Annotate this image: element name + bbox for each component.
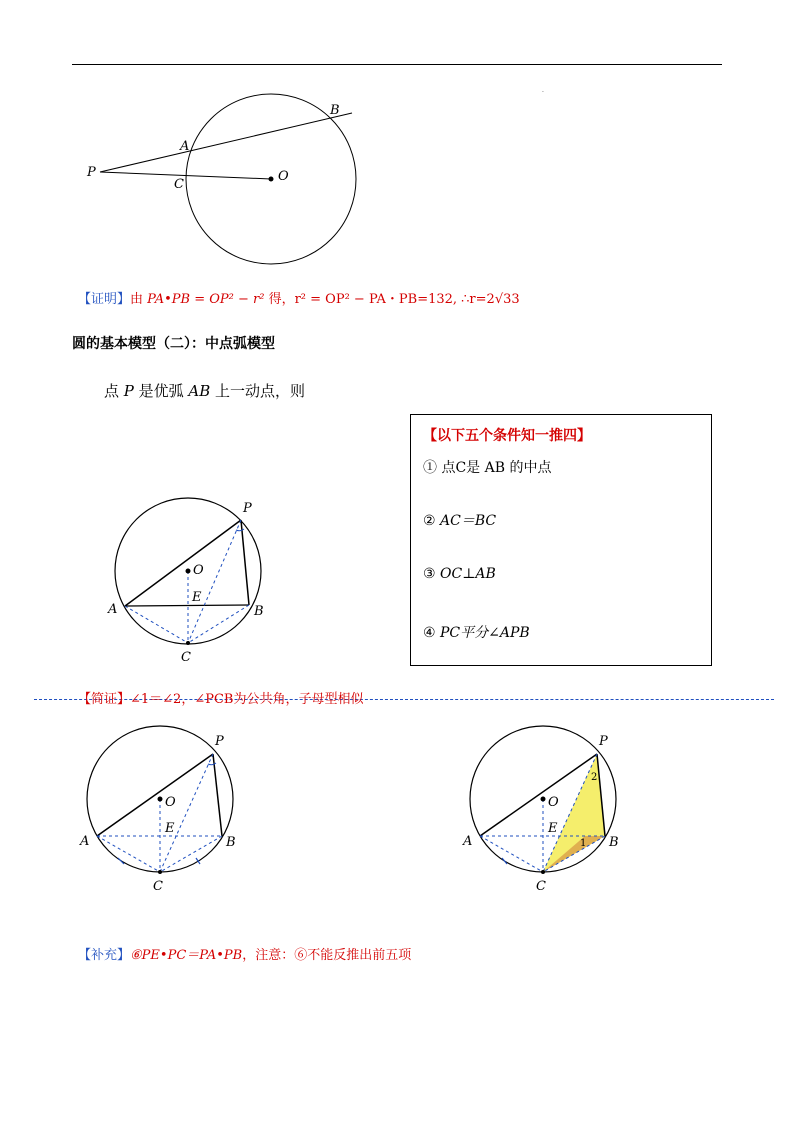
label-E2: E [192, 590, 202, 605]
proof-result: 2√33 [486, 292, 520, 307]
svg-text:.: . [542, 87, 544, 94]
angle-label-1: 1 [580, 838, 587, 849]
label-C2: C [181, 650, 191, 665]
label-E4: E [548, 821, 558, 836]
label-A2: A [108, 602, 118, 617]
label-B4: B [609, 835, 619, 850]
intro-text: 点 P 是优弧 AB 上一动点，则 [104, 382, 306, 400]
proof-formula: PA•PB = OP² − r² [147, 292, 265, 307]
label-A4: A [463, 834, 473, 849]
label-B3: B [226, 835, 236, 850]
supplement-formula: ⑥PE•PC＝PA•PB [130, 948, 243, 963]
label-O: O [278, 169, 289, 184]
label-C4: C [536, 879, 546, 894]
condition-1: ① 点C是 AB 的中点 [423, 460, 552, 476]
label-B2: B [254, 604, 264, 619]
proof-bracket: 【证明】 [78, 292, 131, 307]
condition-2: ② AC＝BC [423, 513, 497, 529]
label-P3: P [215, 734, 224, 749]
label-O2: O [193, 563, 204, 578]
brief-proof: 【简证】∠1＝∠2，∠PCB为公共角，子母型相似 [78, 692, 364, 707]
label-P: P [87, 165, 96, 180]
label-O4: O [548, 795, 559, 810]
label-E3: E [165, 821, 175, 836]
proof-lead: 由 [130, 292, 144, 307]
condition-4: ④ PC平分∠APB [423, 625, 530, 641]
condition-3: ③ OC⊥AB [423, 566, 496, 582]
section-heading: 圆的基本模型（二）：中点弧模型 [72, 336, 275, 352]
proof-mid: 得，r² = OP² − PA・PB=132, ∴r= [268, 292, 487, 307]
angle-label-2: 2 [591, 772, 598, 783]
label-B: B [330, 103, 340, 118]
supplement-line [78, 944, 411, 963]
conditions-title: 【以下五个条件知一推四】 [423, 428, 591, 444]
label-A: A [180, 139, 190, 154]
supplement-note: ，注意：⑥不能反推出前五项 [242, 948, 412, 963]
supplement-bracket: 【补充】 [78, 948, 131, 963]
label-P4: P [599, 734, 608, 749]
label-P2: P [243, 501, 252, 516]
label-C: C [174, 177, 184, 192]
label-C3: C [153, 879, 163, 894]
label-A3: A [80, 834, 90, 849]
label-O3: O [165, 795, 176, 810]
